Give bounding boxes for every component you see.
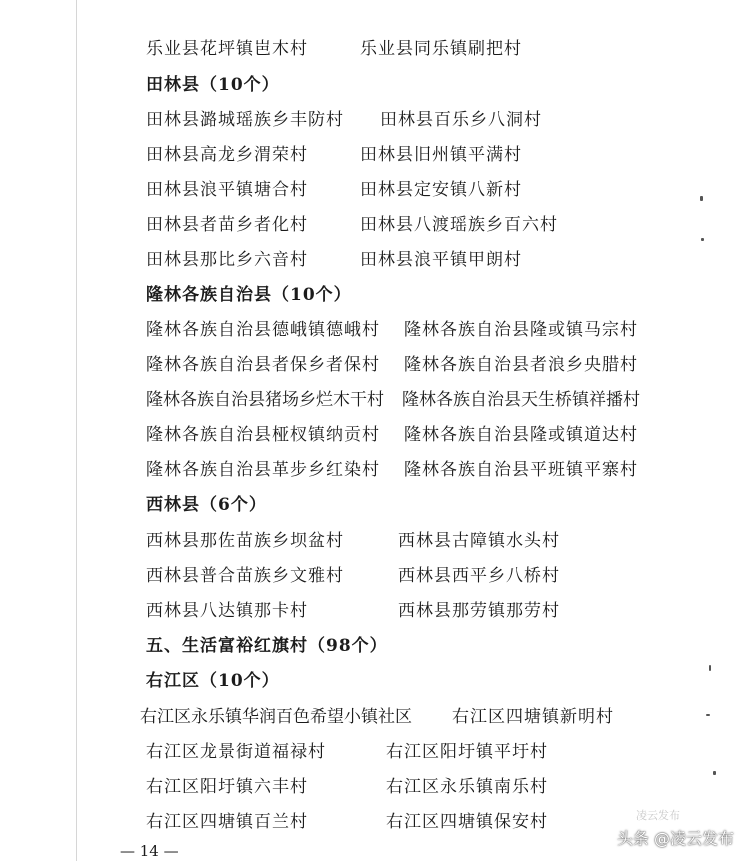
entry-right: 隆林各族自治县者浪乡央腊村 <box>404 355 638 375</box>
entry-right: 田林县八渡瑶族乡百六村 <box>360 215 558 235</box>
entry-left: 田林县那比乡六音村 <box>146 250 308 270</box>
entry-right: 田林县定安镇八新村 <box>360 180 522 200</box>
section-heading: 西林县（6个） <box>146 495 267 515</box>
entry-right: 隆林各族自治县天生桥镇祥播村 <box>402 390 640 410</box>
entry-left: 田林县者苗乡者化村 <box>146 215 308 235</box>
section-heading: 右江区（10个） <box>146 671 280 691</box>
section-heading: 田林县（10个） <box>146 75 280 95</box>
scan-smudge <box>709 665 711 671</box>
scan-smudge <box>706 714 710 716</box>
entry-left: 田林县高龙乡渭荣村 <box>146 145 308 165</box>
entry-left: 右江区阳圩镇六丰村 <box>146 777 308 797</box>
entry-right: 田林县旧州镇平满村 <box>360 145 522 165</box>
entry-left: 隆林各族自治县猪场乡烂木干村 <box>146 390 384 410</box>
page-number: — 14 — <box>120 842 179 860</box>
entry-right: 西林县古障镇水头村 <box>398 531 560 551</box>
entry-right: 右江区四塘镇新明村 <box>452 707 614 727</box>
entry-right: 右江区永乐镇南乐村 <box>386 777 548 797</box>
entry-right: 西林县那劳镇那劳村 <box>398 601 560 621</box>
scan-smudge <box>700 196 703 201</box>
entry-right: 隆林各族自治县隆或镇道达村 <box>404 425 638 445</box>
entry-left: 隆林各族自治县桠杈镇纳贡村 <box>146 425 380 445</box>
section-heading: 五、生活富裕红旗村（98个） <box>146 636 388 656</box>
entry-right: 右江区四塘镇保安村 <box>386 812 548 832</box>
entry-left: 隆林各族自治县者保乡者保村 <box>146 355 380 375</box>
watermark <box>617 826 734 849</box>
entry-left: 隆林各族自治县革步乡红染村 <box>146 460 380 480</box>
entry-right: 隆林各族自治县隆或镇马宗村 <box>404 320 638 340</box>
scan-smudge <box>701 238 704 241</box>
entry-left: 乐业县花坪镇岜木村 <box>146 39 308 59</box>
entry-right: 田林县百乐乡八洞村 <box>380 110 542 130</box>
entry-right: 乐业县同乐镇刷把村 <box>360 39 522 59</box>
entry-left: 西林县那佐苗族乡坝盆村 <box>146 531 344 551</box>
watermark-ghost: 凌云发布 <box>636 809 680 822</box>
entry-left: 田林县潞城瑶族乡丰防村 <box>146 110 344 130</box>
entry-left: 西林县普合苗族乡文雅村 <box>146 566 344 586</box>
section-heading: 隆林各族自治县（10个） <box>146 285 352 305</box>
entry-right: 西林县西平乡八桥村 <box>398 566 560 586</box>
entry-left: 田林县浪平镇塘合村 <box>146 180 308 200</box>
watermark-text: 头条 @凌云发布 <box>616 829 734 848</box>
entry-left: 西林县八达镇那卡村 <box>146 601 308 621</box>
scan-smudge <box>713 771 716 775</box>
entry-right: 右江区阳圩镇平圩村 <box>386 742 548 762</box>
entry-left: 右江区四塘镇百兰村 <box>146 812 308 832</box>
entry-right: 田林县浪平镇甲朗村 <box>360 250 522 270</box>
page-edge-line <box>76 0 77 861</box>
entry-left: 右江区永乐镇华润百色希望小镇社区 <box>140 707 412 727</box>
entry-right: 隆林各族自治县平班镇平寨村 <box>404 460 638 480</box>
entry-left: 隆林各族自治县德峨镇德峨村 <box>146 320 380 340</box>
entry-left: 右江区龙景街道福禄村 <box>146 742 326 762</box>
